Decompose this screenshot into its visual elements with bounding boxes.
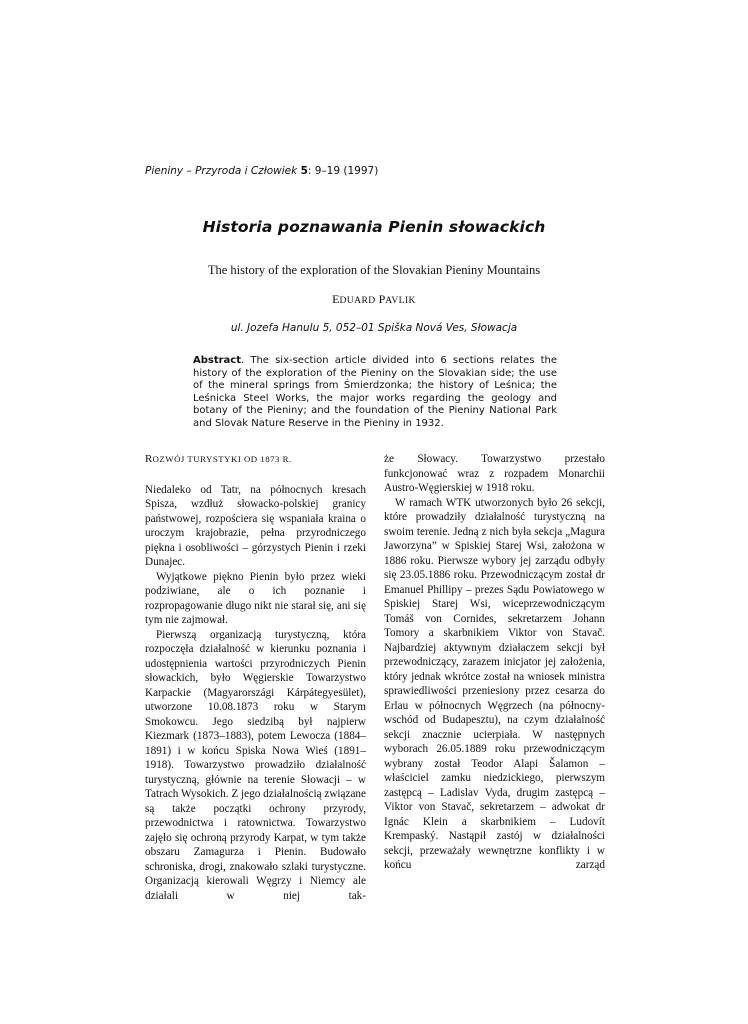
paragraph: Pierwszą organizacją turystyczną, która rozpoczęła działalność w kierunku poznania i udostępnienia wartości przyrodniczych Pienin słowackich, było Węgierskie Towarzystwo Karpackie (Magyarországi Kárpátegyesület), utworzone 10.08.1873 roku w Starym Smokowcu. Jego siedzibą był najpierw Kiezmark (1873–1883), potem Lewocza (1884–1891) i w końcu Spiska Nowa Wieś (1891–1918). Towarzystwo prowadziło działalność turystyczną, głównie na terenie Słowacji – w Tatrach Wysokich. Z jego działalnością związane są także początki ochrony przyrody, przewodnictwa i ratownictwa. Towarzystwo zajęło się ochroną przyrody Karpat, w tym także obszaru Zamagurza i Pienin. Budowało schroniska, drogi, znakowało szlaki turystyczne. Organizacją kierowali Węgrzy i Niemcy ale działali w niej tak- <box>145 628 366 902</box>
author-last-initial: P <box>378 292 386 306</box>
abstract-label: Abstract <box>193 355 242 366</box>
english-title: The history of the exploration of the Slovakian Pieniny Mountains <box>207 263 541 277</box>
paragraph: Wyjątkowe piękno Pienin było przez wieki podziwiane, ale o ich poznanie i rozpropagowanie długo nikt nie starał się, ani się tym nie zajmował. <box>145 570 366 626</box>
author-last-rest: AVLIK <box>385 295 416 306</box>
journal-name: Pieniny – Przyroda i Człowiek <box>145 165 298 177</box>
journal-pages-year: : 9–19 (1997) <box>307 165 379 177</box>
author-name <box>0 292 748 307</box>
journal-citation <box>145 165 378 177</box>
author-first-initial: E <box>332 292 340 306</box>
paragraph: W ramach WTK utworzonych było 26 sekcji, które prowadziły działalność turystyczną na swoim terenie. Jedną z nich była sekcja „Magura Jaworzyna” w Spiskiej Starej Wsi, założona w 1886 roku. Pierwsze wybory jej zarządu odbyły się 23.05.1886 roku. Przewodniczącym został dr Emanuel Phillipy – prezes Sądu Powiatowego w Spiskiej Starej Wsi, wiceprzewodniczącym Tomáš von Cornides, sekretarzem Johann Tomory a skarbnikiem Viktor von Stavač. Najbardziej aktywnym działaczem sekcji był przewodniczący, zarazem inicjator jej założenia, który jednak wkrótce został na wniosek ministra sprawiedliwości przeniesiony przez cesarza do Erlau w północnych Węgrzech (na północny-wschód od Budapesztu), na czym działalność sekcji znacznie ucierpiała. W następnych wyborach 26.05.1889 roku przewodniczącym wybrany został Teodor Alapi Šalamon – właściciel zamku niedzickiego, pierwszym zastępcą – Ladislav Vyda, drugim zastępcą – Viktor von Stavač, sekretarzem – adwokat dr Ignác Klein a skarbnikiem – Ludovít Krempaský. Nastąpił zastój w działalności sekcji, przeważały wewnętrzne konflikty i w końcu zarząd <box>384 496 605 871</box>
right-column <box>384 452 605 873</box>
journal-volume: 5 <box>300 165 308 177</box>
left-column <box>145 452 366 903</box>
section-heading-initial: R <box>145 453 153 465</box>
author-affiliation: ul. Jozefa Hanulu 5, 052–01 Spiška Nová Ves, Słowacja <box>230 322 518 334</box>
article-title: Historia poznawania Pienin słowackich <box>202 218 546 236</box>
section-heading-rest: OZWÓJ TURYSTYKI OD 1873 R. <box>152 454 292 464</box>
paragraph: Niedaleko od Tatr, na północnych kresach Spisza, wzdłuż słowacko-polskiej granicy państwowej, rozpościera się wspaniała kraina o uroczym krajobrazie, pełna przyrodniczego piękna i osobliwości – górzystych Pienin i rzeki Dunajec. <box>145 483 366 568</box>
section-heading <box>145 452 366 467</box>
paragraph: że Słowacy. Towarzystwo przestało funkcjonować wraz z rozpadem Monarchii Austro-Węgierskiej w 1918 roku. <box>384 453 605 494</box>
abstract <box>193 355 557 431</box>
author-first-rest: DUARD <box>339 295 376 306</box>
abstract-text: . The six-section article divided into 6 sections relates the history of the exploration of the Pieniny on the Slovakian side; the use of the mineral springs from Śmierdzonka; the history of Leśnica; the Leśnicka Steel Works, the major works regarding the geology and botany of the Pieniny; and the foundation of the Pieniny National Park and Slovak Nature Reserve in the Pieniny in 1932. <box>193 355 557 429</box>
